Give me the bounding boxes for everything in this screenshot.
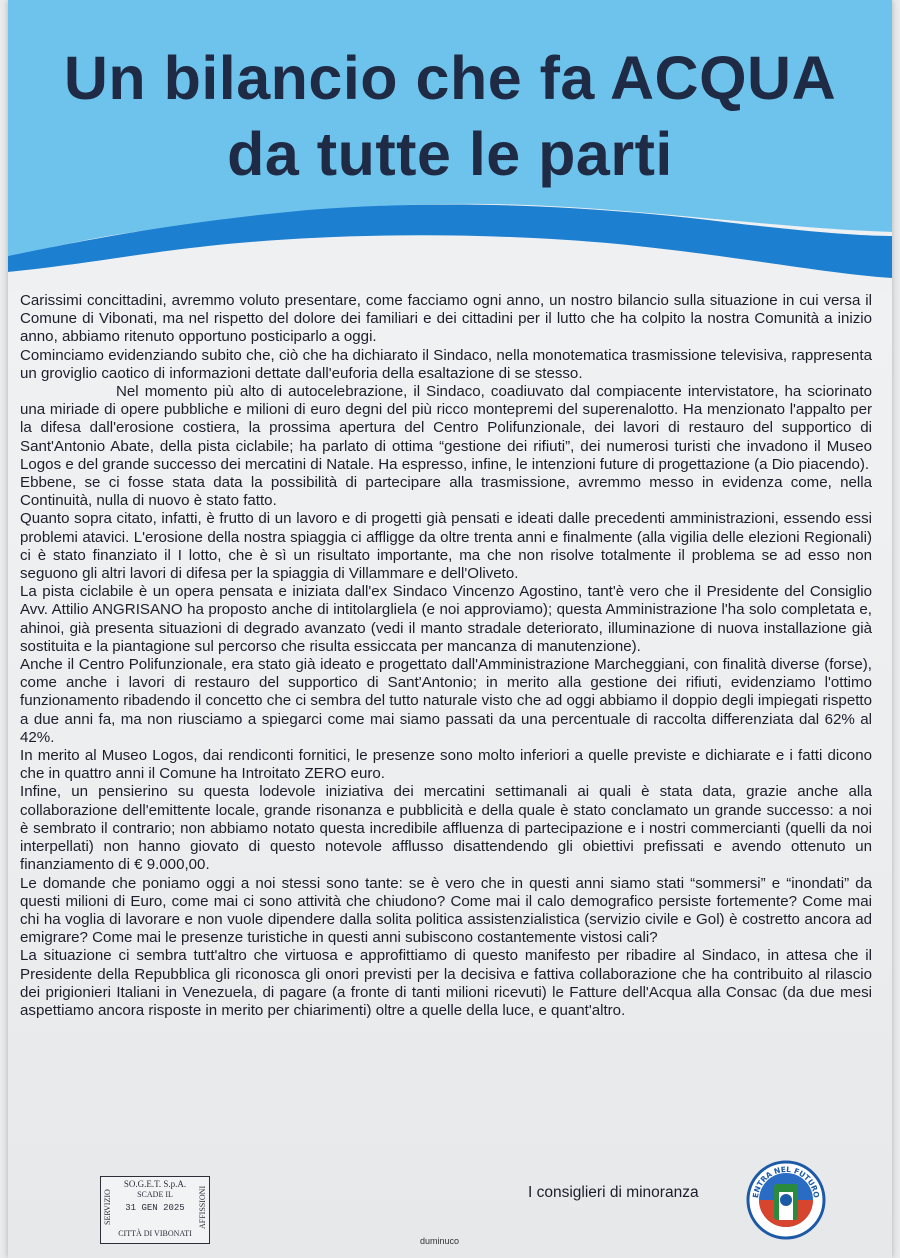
title-line-2: da tutte le parti <box>227 120 673 188</box>
poster <box>8 0 892 1258</box>
title-line-1: Un bilancio che fa ACQUA <box>63 44 837 112</box>
poster-title <box>8 40 892 192</box>
stamp-date: 31 GEN 2025 <box>125 1203 185 1213</box>
stamp-right-label: AFFISSIONI <box>198 1185 207 1229</box>
body-text <box>20 292 872 1020</box>
stamp-left-label: SERVIZIO <box>103 1189 112 1225</box>
body-paragraph: Ebbene, se ci fosse stata data la possibilità di partecipare alla trasmissione, avremmo messo in evidenza come, nella Continuità, nulla di nuovo è stato fatto. <box>20 474 872 510</box>
body-paragraph: In merito al Museo Logos, dai rendiconti fornitici, le presenze sono molto inferiori a quelle previste e dichiarate e i fatti dicono che in quattro anni il Comune ha Introitato ZERO euro. <box>20 747 872 783</box>
body-paragraph: Carissimi concittadini, avremmo voluto presentare, come facciamo ogni anno, un nostro bilancio sulla situazione in cui versa il Comune di Vibonati, ma nel rispetto del dolore dei familiari e dei cittadini per il lutto che ha colpito la nostra Comunità a inizio anno, abbiamo ritenuto opportuno posticiparlo a oggi. <box>20 292 872 346</box>
posting-stamp <box>100 1176 210 1244</box>
party-logo-icon <box>746 1160 826 1240</box>
logo-text: ENTRA NEL FUTURO <box>751 1164 822 1199</box>
stamp-expiry-label: SCADE IL <box>137 1190 173 1199</box>
body-paragraph: Anche il Centro Polifunzionale, era stato già ideato e progettato dall'Amministrazione Marcheggiani, con finalità diverse (forse), come anche i lavori di restauro del supportico di Sant'Antonio; in merito alla gestione dei rifiuti, evidenziamo l'ottimo funzionamento ribadendo il concetto che ci sembra del tutto naturale visto che ad oggi abbiamo il doppio degli impiegati rispetto a due anni fa, ma non riusciamo a spiegarci come mai siamo passati da una percentuale di raccolta differenziata dal 62% al 42%. <box>20 656 872 746</box>
body-paragraph: La pista ciclabile è un opera pensata e iniziata dall'ex Sindaco Vincenzo Agostino, tant'è vero che il Presidente del Consiglio Avv. Attilio ANGRISANO ha proposto anche di intitolargliela (e noi approviamo); questa Amministrazione l'ha solo completata e, ahinoi, già presenta situazioni di degrado avanzato (vedi il manto stradale deteriorato, illuminazione di nuova installazione già sostituita e la piantagione sul percorso che risulta essiccata per mancanza di manutenzione). <box>20 583 872 655</box>
stamp-company: SO.G.E.T. S.p.A. <box>123 1179 187 1189</box>
body-paragraph: Quanto sopra citato, infatti, è frutto di un lavoro e di progetti già pensati e ideati dalle precedenti amministrazioni, essendo essi problemi atavici. L'erosione della nostra spiaggia ci affligge da oltre trenta anni e finalmente (alla vigilia delle elezioni Regionali) ci è stato finanziato il I lotto, che è sì un risultato importante, ma che non risolve totalmente il problema se ad esso non seguono gli altri lavori di difesa per la spiaggia di Villammare e dell'Oliveto. <box>20 510 872 583</box>
body-paragraph: La situazione ci sembra tutt'altro che virtuosa e approfittiamo di questo manifesto per ribadire al Sindaco, in attesa che il Presidente della Repubblica gli riconosca gli onori previsti per la decisiva e fattiva collaborazione che ha contribuito al rilascio dei prigionieri Italiani in Venezuela, di pagare (a fronte di tanti milioni ricevuti) le Fatture dell'Acqua alla Consac (da due mesi aspettiamo ancora risposte in merito per chiarimenti) oltre a quelle della luce, e quant'altro. <box>20 947 872 1019</box>
signature: I consiglieri di minoranza <box>528 1184 699 1201</box>
printer-mark: duminuco <box>420 1236 460 1246</box>
stamp-city: CITTÀ DI VIBONATI <box>118 1229 192 1238</box>
body-paragraph: Cominciamo evidenziando subito che, ciò che ha dichiarato il Sindaco, nella monotematica trasmissione televisiva, rappresenta un groviglio caotico di informazioni dettate dall'euforia della esaltazione di se stesso. <box>20 346 872 382</box>
body-paragraph: Infine, un pensierino su questa lodevole iniziativa dei mercatini settimanali ai quali è stata data, grazie anche alla collaborazione dell'emittente locale, grande risonanza e pubblicità e della quale è stato conclamato un grande successo: a noi è sembrato il contrario; non abbiamo notato questa incredibile affluenza di partecipazione e i nostri commercianti (quelli da noi interpellati) non hanno giovato di questo notevole afflusso disattendendo gli obiettivi prefissati e avendo ottenuto un finanziamento di € 9.000,00. <box>20 783 872 874</box>
body-paragraph: Nel momento più alto di autocelebrazione, il Sindaco, coadiuvato dal compiacente intervistatore, ha sciorinato una miriade di opere pubbliche e milioni di euro degni del più ricco montepremi del superenalotto. Ha menzionato l'appalto per la difesa dall'erosione costiera, la prossima apertura del Centro Polifunzionale, dei lavori di restauro del supportico di Sant'Antonio Abate, della pista ciclabile; ha parlato di ottima “gestione dei rifiuti”, dei numerosi turisti che invadono il Museo Logos e del grande successo dei mercatini di Natale. Ha espresso, infine, le intenzioni future di progettazione (a Dio piacendo). <box>20 383 872 473</box>
body-paragraph: Le domande che poniamo oggi a noi stessi sono tante: se è vero che in questi anni siamo stati “sommersi” e “inondati” da questi milioni di Euro, come mai ci sono attività che chiudono? Come mai il calo demografico persiste fortemente? Come mai chi ha voglia di lavorare e non vuole dipendere dalla solita politica assistenzialistica (servizio civile e Gol) è costretto ancora ad emigrare? Come mai le presenze turistiche in questi anni subiscono costantemente vistosi cali? <box>20 874 872 947</box>
